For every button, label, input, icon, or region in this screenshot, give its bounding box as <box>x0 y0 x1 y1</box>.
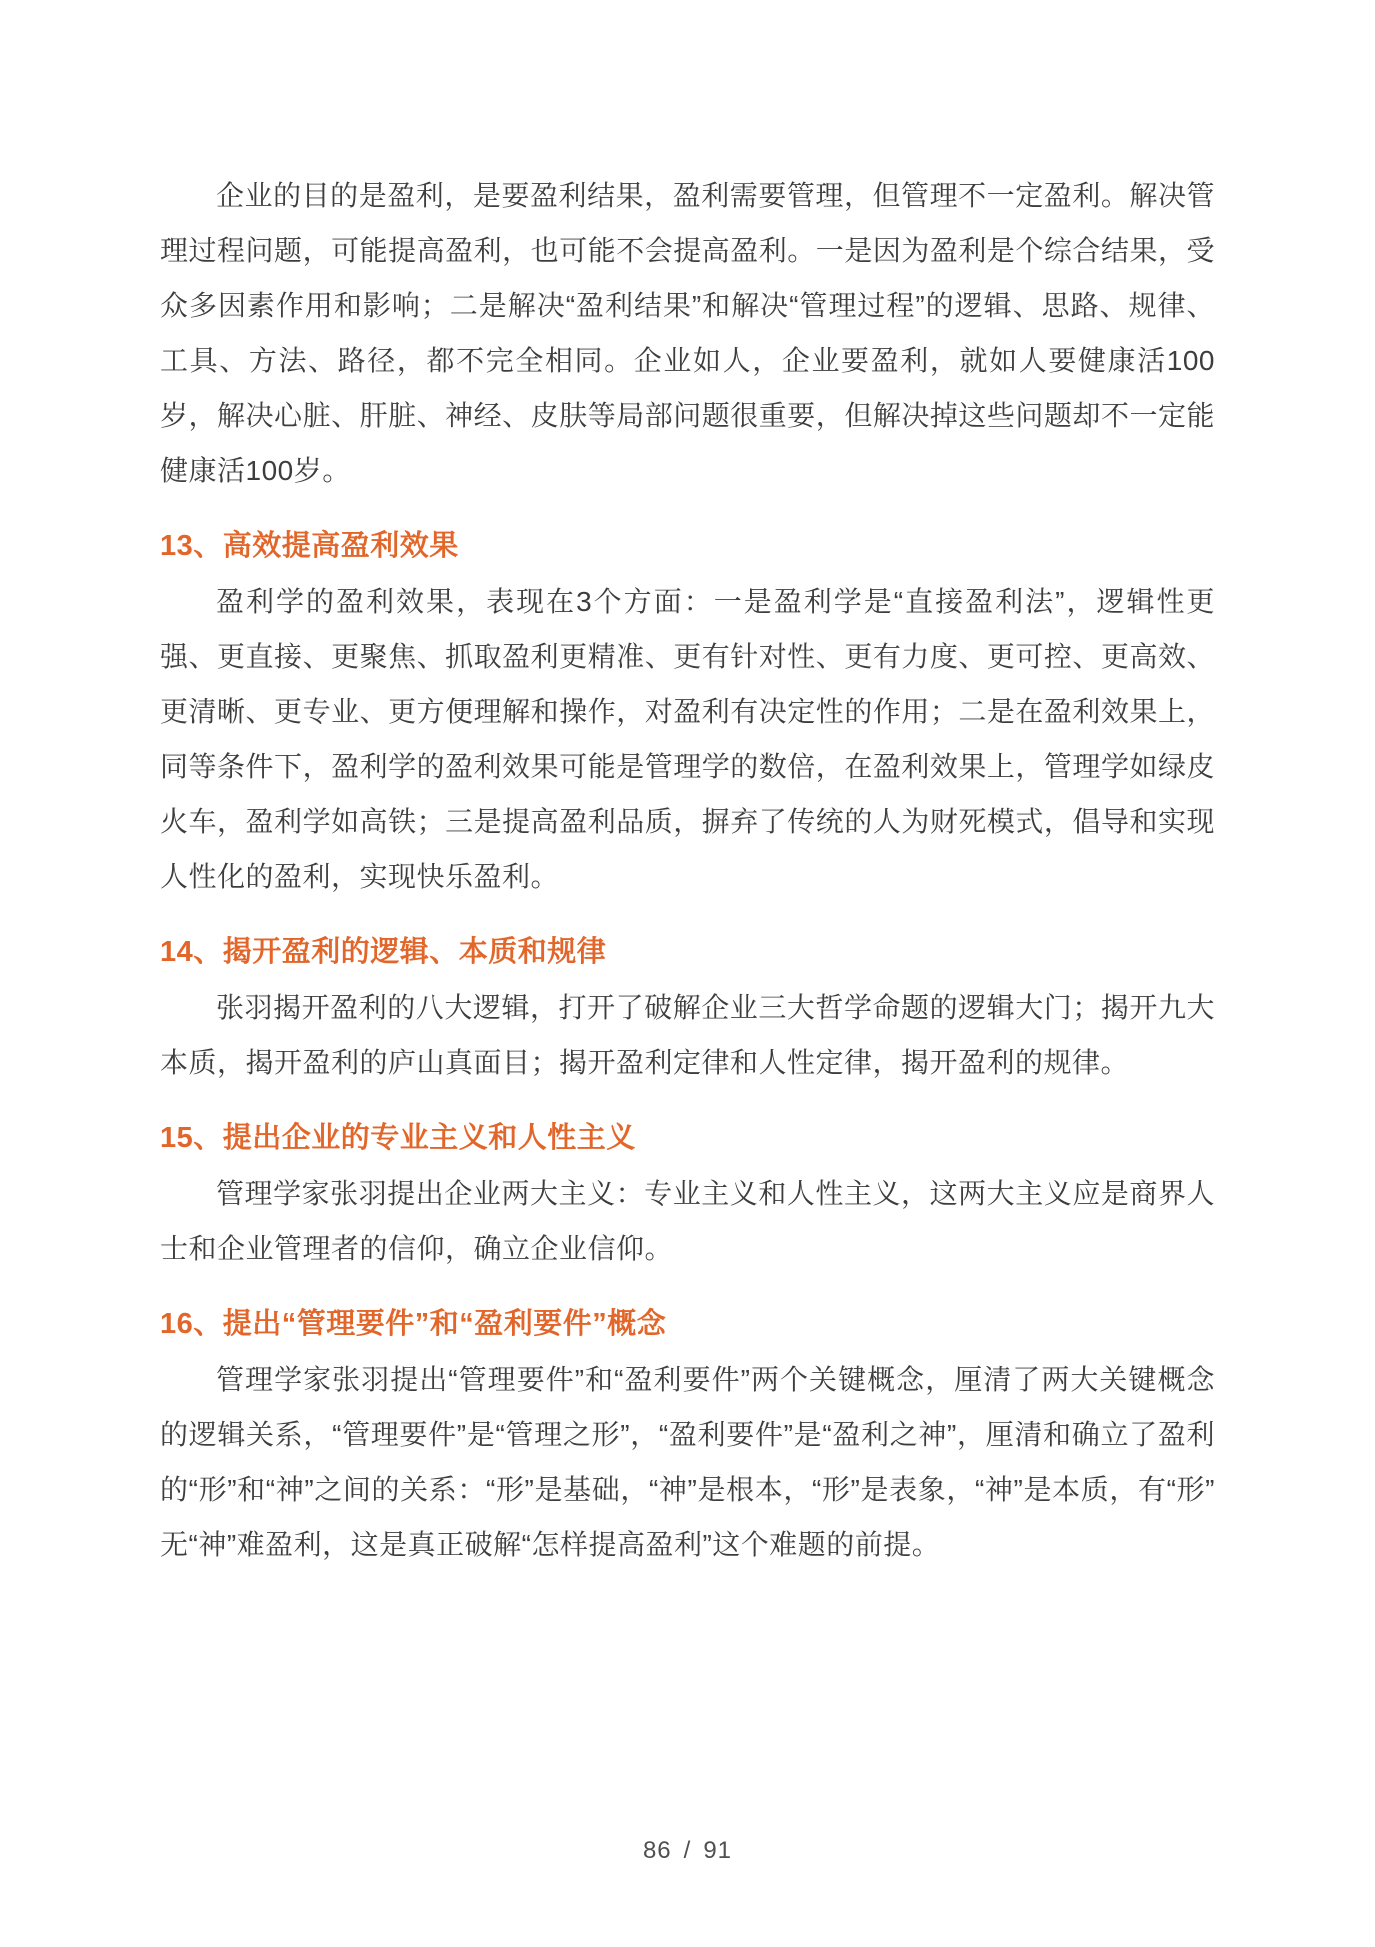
body-paragraph-14: 张羽揭开盈利的八大逻辑，打开了破解企业三大哲学命题的逻辑大门；揭开九大本质，揭开盈利的庐山真面目；揭开盈利定律和人性定律，揭开盈利的规律。 <box>160 992 1215 1078</box>
body-paragraph-15: 管理学家张羽提出企业两大主义：专业主义和人性主义，这两大主义应是商界人士和企业管理者的信仰，确立企业信仰。 <box>160 1178 1215 1264</box>
body-paragraph-intro: 企业的目的是盈利，是要盈利结果，盈利需要管理，但管理不一定盈利。解决管理过程问题，可能提高盈利，也可能不会提高盈利。一是因为盈利是个综合结果，受众多因素作用和影响；二是解决“盈利结果”和解决“管理过程”的逻辑、思路、规律、工具、方法、路径，都不完全相同。企业如人，企业要盈利，就如人要健康活100岁，解决心脏、肝脏、神经、皮肤等局部问题很重要，但解决掉这些问题却不一定能健康活100岁。 <box>160 180 1215 486</box>
body-paragraph-16: 管理学家张羽提出“管理要件”和“盈利要件”两个关键概念，厘清了两大关键概念的逻辑关系，“管理要件”是“管理之形”，“盈利要件”是“盈利之神”，厘清和确立了盈利的“形”和“神”之间的关系：“形”是基础，“神”是根本，“形”是表象，“神”是本质，有“形”无“神”难盈利，这是真正破解“怎样提高盈利”这个难题的前提。 <box>160 1364 1215 1560</box>
page-number <box>0 1837 1375 1865</box>
section-heading-14: 14、揭开盈利的逻辑、本质和规律 <box>160 936 607 968</box>
section-heading-16: 16、提出“管理要件”和“盈利要件”概念 <box>160 1308 667 1340</box>
section-heading-15: 15、提出企业的专业主义和人性主义 <box>160 1122 636 1154</box>
body-paragraph-13: 盈利学的盈利效果，表现在3个方面：一是盈利学是“直接盈利法”，逻辑性更强、更直接、更聚焦、抓取盈利更精准、更有针对性、更有力度、更可控、更高效、更清晰、更专业、更方便理解和操作，对盈利有决定性的作用；二是在盈利效果上，同等条件下，盈利学的盈利效果可能是管理学的数倍，在盈利效果上，管理学如绿皮火车，盈利学如高铁；三是提高盈利品质，摒弃了传统的人为财死模式，倡导和实现人性化的盈利，实现快乐盈利。 <box>160 586 1215 892</box>
current-page-number: 86 <box>642 1837 672 1864</box>
total-page-count: 91 <box>703 1837 733 1864</box>
section-heading-13: 13、高效提高盈利效果 <box>160 530 459 562</box>
page-number-separator: / <box>683 1837 692 1864</box>
